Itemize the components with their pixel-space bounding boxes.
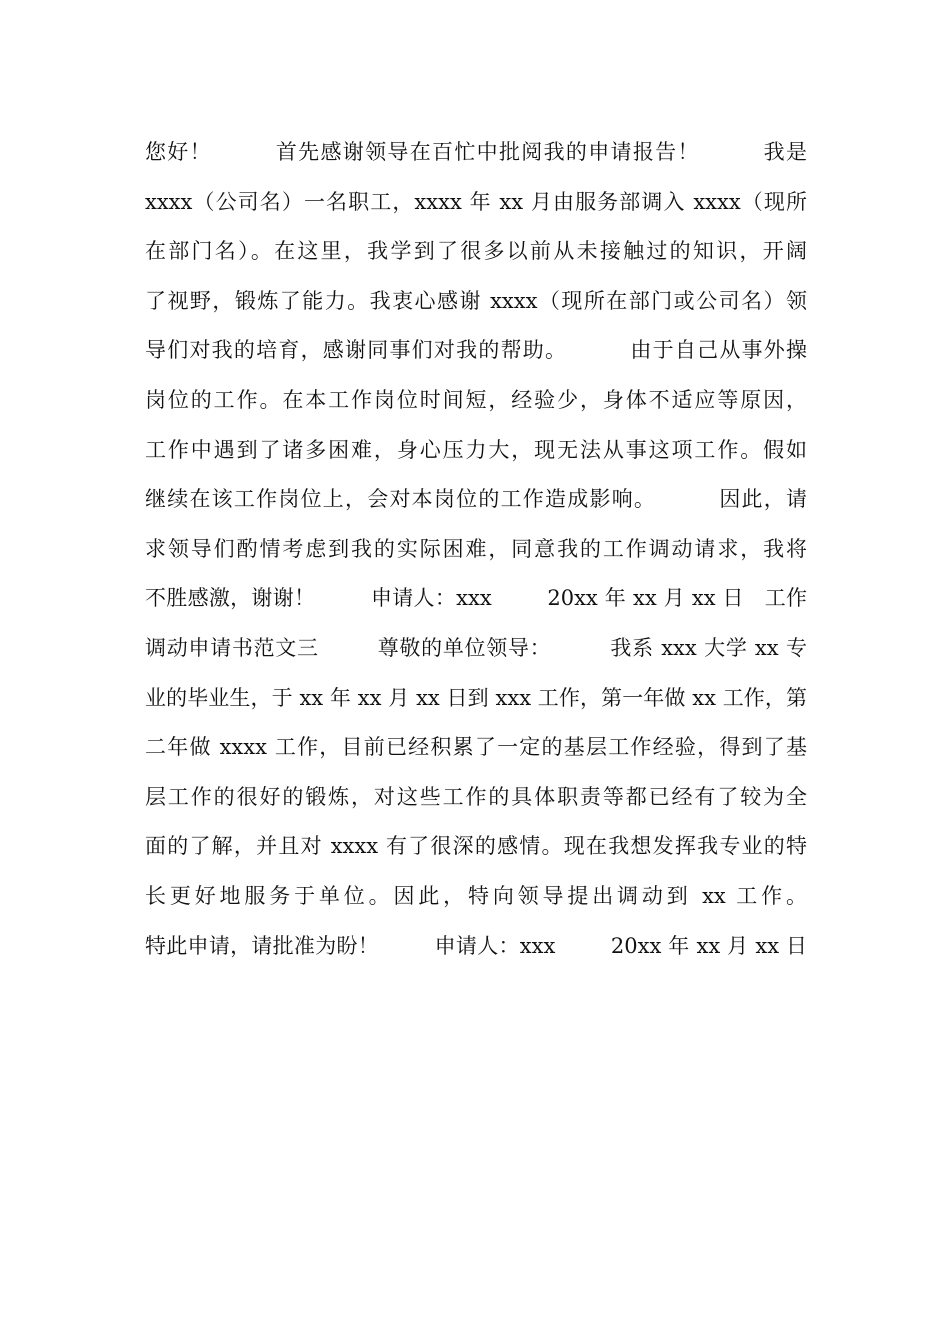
text-line: 了视野，锻炼了能力。我衷心感谢 xxxx（现所在部门或公司名）领: [145, 288, 807, 313]
text-line: 特此申请，请批准为盼！ 申请人：xxx 20xx 年 xx 月 xx 日: [145, 933, 807, 958]
text-line: 长更好地服务于单位。因此，特向领导提出调动到 xx 工作。: [145, 883, 807, 908]
text-line: 业的毕业生，于 xx 年 xx 月 xx 日到 xxx 工作，第一年做 xx 工作，第: [145, 685, 807, 710]
text-line: xxxx（公司名）一名职工，xxxx 年 xx 月由服务部调入 xxxx（现所: [145, 189, 807, 214]
text-line: 岗位的工作。在本工作岗位时间短，经验少，身体不适应等原因，: [145, 387, 807, 412]
document-body: [145, 128, 807, 971]
text-line: 调动申请书范文三 尊敬的单位领导： 我系 xxx 大学 xx 专: [145, 635, 807, 660]
text-line: 继续在该工作岗位上，会对本岗位的工作造成影响。 因此，请: [145, 487, 807, 512]
text-line: 层工作的很好的锻炼，对这些工作的具体职责等都已经有了较为全: [145, 784, 807, 809]
text-line: 工作中遇到了诸多困难，身心压力大，现无法从事这项工作。假如: [145, 437, 807, 462]
text-line: 不胜感激，谢谢！ 申请人：xxx 20xx 年 xx 月 xx 日 工作: [145, 586, 807, 611]
text-line: 在部门名）。在这里，我学到了很多以前从未接触过的知识，开阔: [145, 239, 807, 264]
text-line: 导们对我的培育，感谢同事们对我的帮助。 由于自己从事外操: [145, 338, 807, 363]
text-line: 二年做 xxxx 工作，目前已经积累了一定的基层工作经验，得到了基: [145, 735, 807, 760]
text-line: 面的了解，并且对 xxxx 有了很深的感情。现在我想发挥我专业的特: [145, 834, 807, 859]
text-line: 求领导们酌情考虑到我的实际困难，同意我的工作调动请求，我将: [145, 536, 807, 561]
text-line: 您好！ 首先感谢领导在百忙中批阅我的申请报告！ 我是: [145, 140, 807, 164]
